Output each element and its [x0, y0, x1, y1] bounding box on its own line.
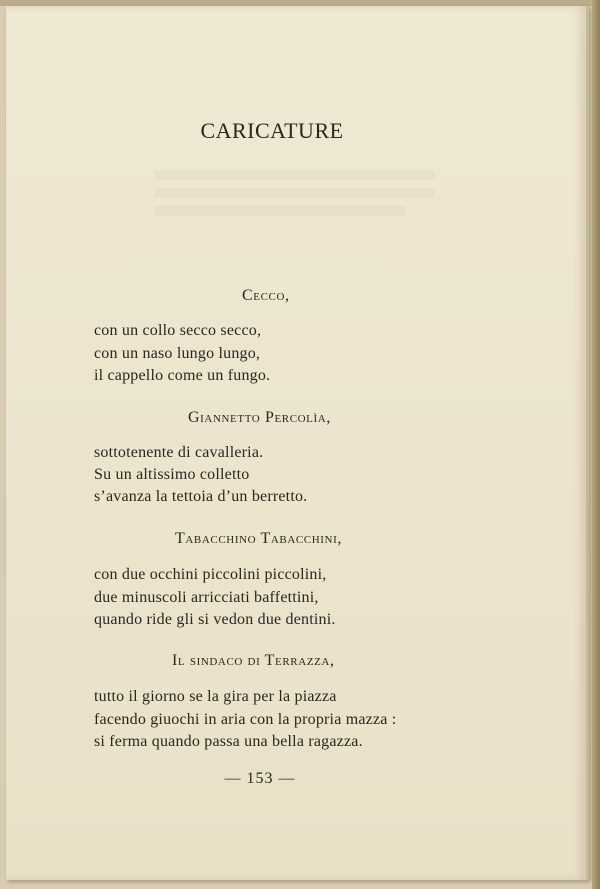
page-title: CARICATURE	[200, 118, 344, 143]
verse-line: il cappello come un fungo.	[94, 367, 271, 384]
verse-line: si ferma quando passa una bella ragazza.	[94, 733, 363, 750]
page-number: — 153 —	[224, 770, 296, 787]
stanza-heading: Cecco,	[242, 287, 290, 304]
verse-line: Su un altissimo colletto	[94, 466, 250, 483]
verse-line: quando ride gli si vedon due dentini.	[94, 611, 336, 628]
verse-line: con un collo secco secco,	[94, 322, 262, 339]
verse-line: due minuscoli arricciati baffettini,	[94, 589, 319, 606]
show-through-line	[155, 170, 435, 180]
verse-line: sottotenente di cavalleria.	[94, 444, 264, 461]
stanza-heading: Giannetto Percolìa,	[188, 409, 331, 426]
verse-line: con due occhini piccolini piccolini,	[94, 566, 327, 583]
verse-line: con un naso lungo lungo,	[94, 345, 261, 362]
book-page-edge	[592, 0, 600, 889]
show-through-line	[155, 206, 405, 216]
verse-line: facendo giuochi in aria con la propria mazza :	[94, 711, 397, 728]
stanza-heading: Tabacchino Tabacchini,	[175, 530, 342, 547]
verse-line: s’avanza la tettoia d’un berretto.	[94, 488, 308, 505]
stanza-heading: Il sindaco di Terrazza,	[172, 652, 335, 669]
show-through-line	[155, 188, 435, 198]
verse-line: tutto il giorno se la gira per la piazza	[94, 688, 337, 705]
